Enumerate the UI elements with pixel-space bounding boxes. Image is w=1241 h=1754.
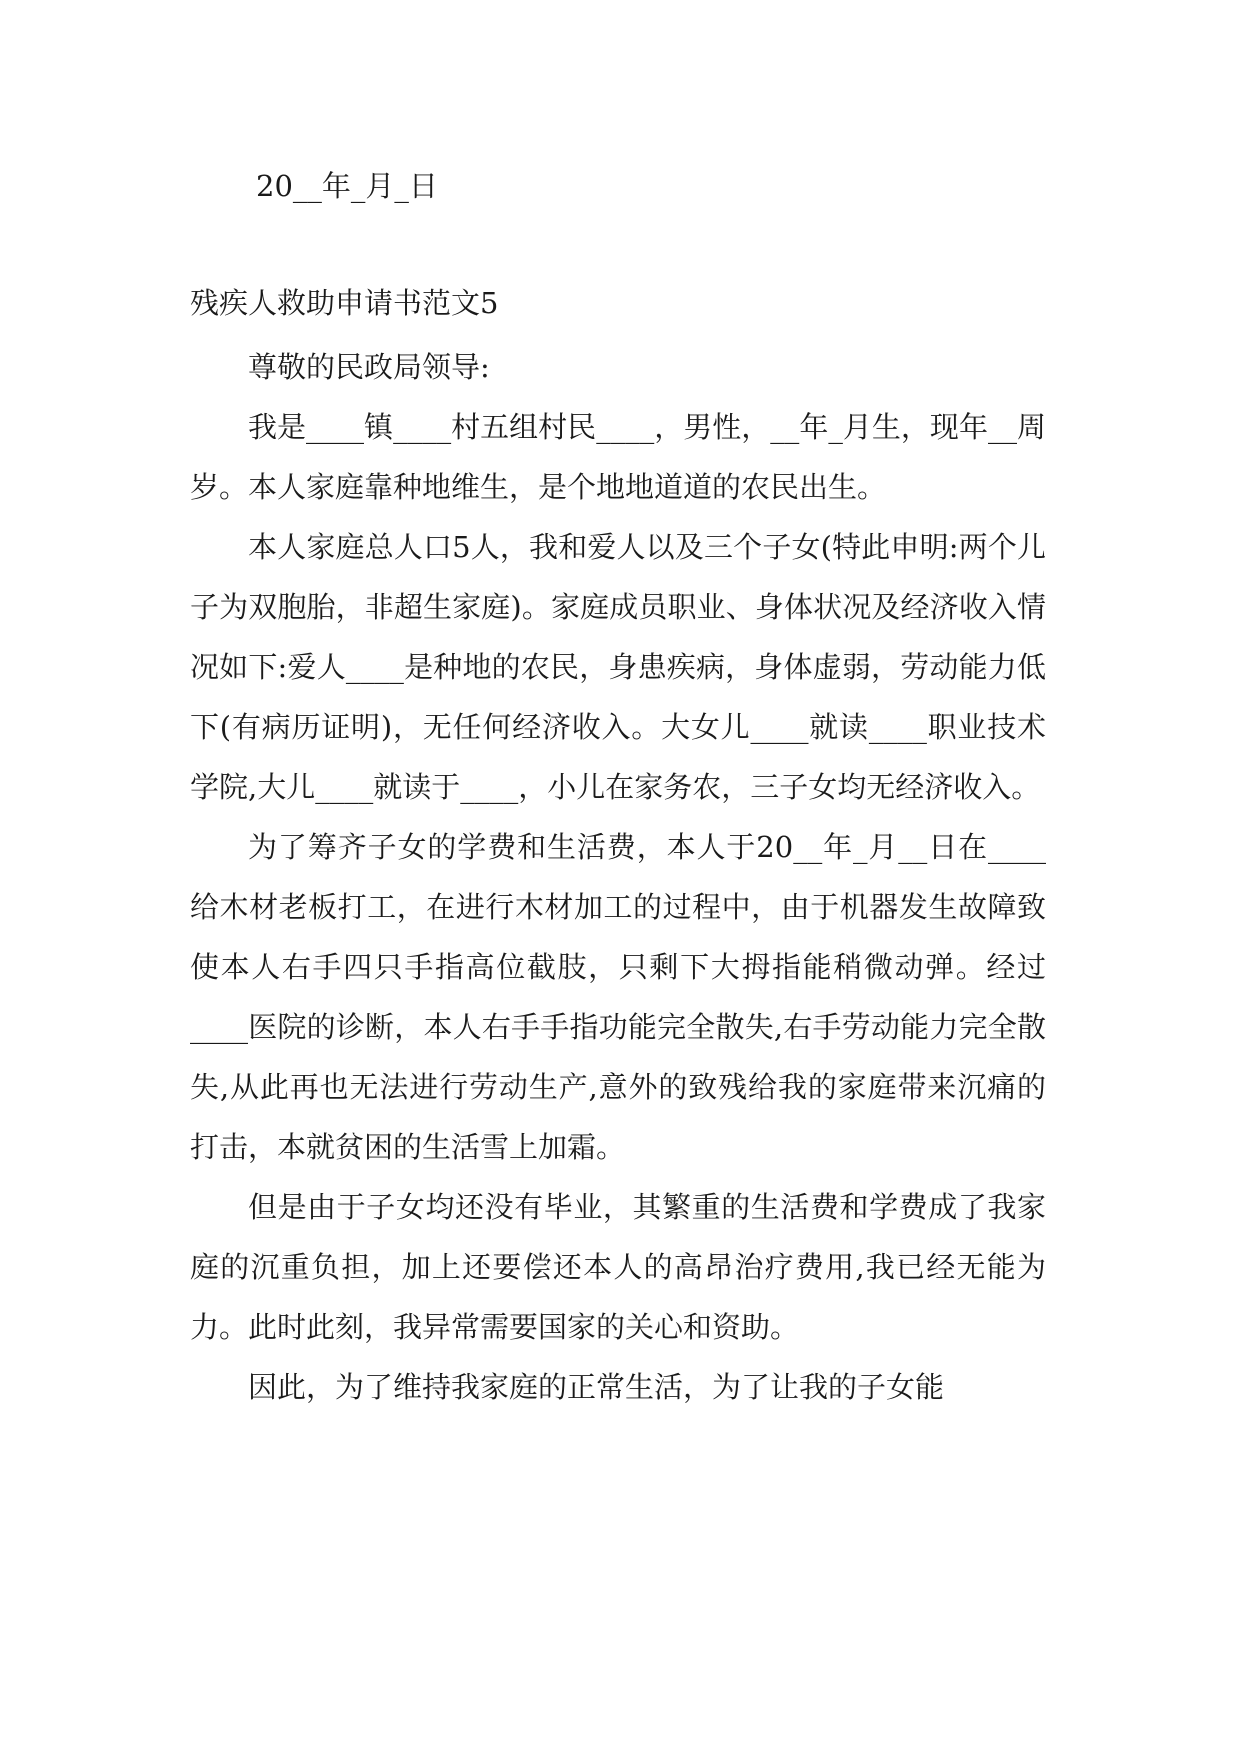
paragraph: 因此，为了维持我家庭的正常生活，为了让我的子女能	[248, 1370, 945, 1404]
date-line: 20__年_月_日	[256, 169, 438, 203]
paragraph: 为了筹齐子女的学费和生活费，本人于20__年_月__日在____给木材老板打工，在进行木材加工的过程中，由于机器发生故障致使本人右手四只手指高位截肢，只剩下大拇指能稍微动弹。经过____医院的诊断，本人右手手指功能完全散失,右手劳动能力完全散失,从此再也无法进行劳动生产,意外的致残给我的家庭带来沉痛的打击，本就贫困的生活雪上加霜。	[190, 830, 1046, 1164]
document-body	[190, 337, 1046, 1417]
paragraph: 但是由于子女均还没有毕业，其繁重的生活费和学费成了我家庭的沉重负担，加上还要偿还本人的高昂治疗费用,我已经无能为力。此时此刻，我异常需要国家的关心和资助。	[190, 1190, 1046, 1344]
paragraph: 我是____镇____村五组村民____，男性，__年_月生，现年__周岁。本人家庭靠种地维生，是个地地道道的农民出生。	[190, 410, 1046, 504]
document-title: 残疾人救助申请书范文5	[190, 286, 499, 320]
paragraph: 本人家庭总人口5人，我和爱人以及三个子女(特此申明:两个儿子为双胞胎，非超生家庭)。家庭成员职业、身体状况及经济收入情况如下:爱人____是种地的农民，身患疾病，身体虚弱，劳动能力低下(有病历证明)，无任何经济收入。大女儿____就读____职业技术学院,大儿____就读于____，小儿在家务农，三子女均无经济收入。	[190, 530, 1046, 804]
salutation: 尊敬的民政局领导:	[248, 350, 490, 384]
